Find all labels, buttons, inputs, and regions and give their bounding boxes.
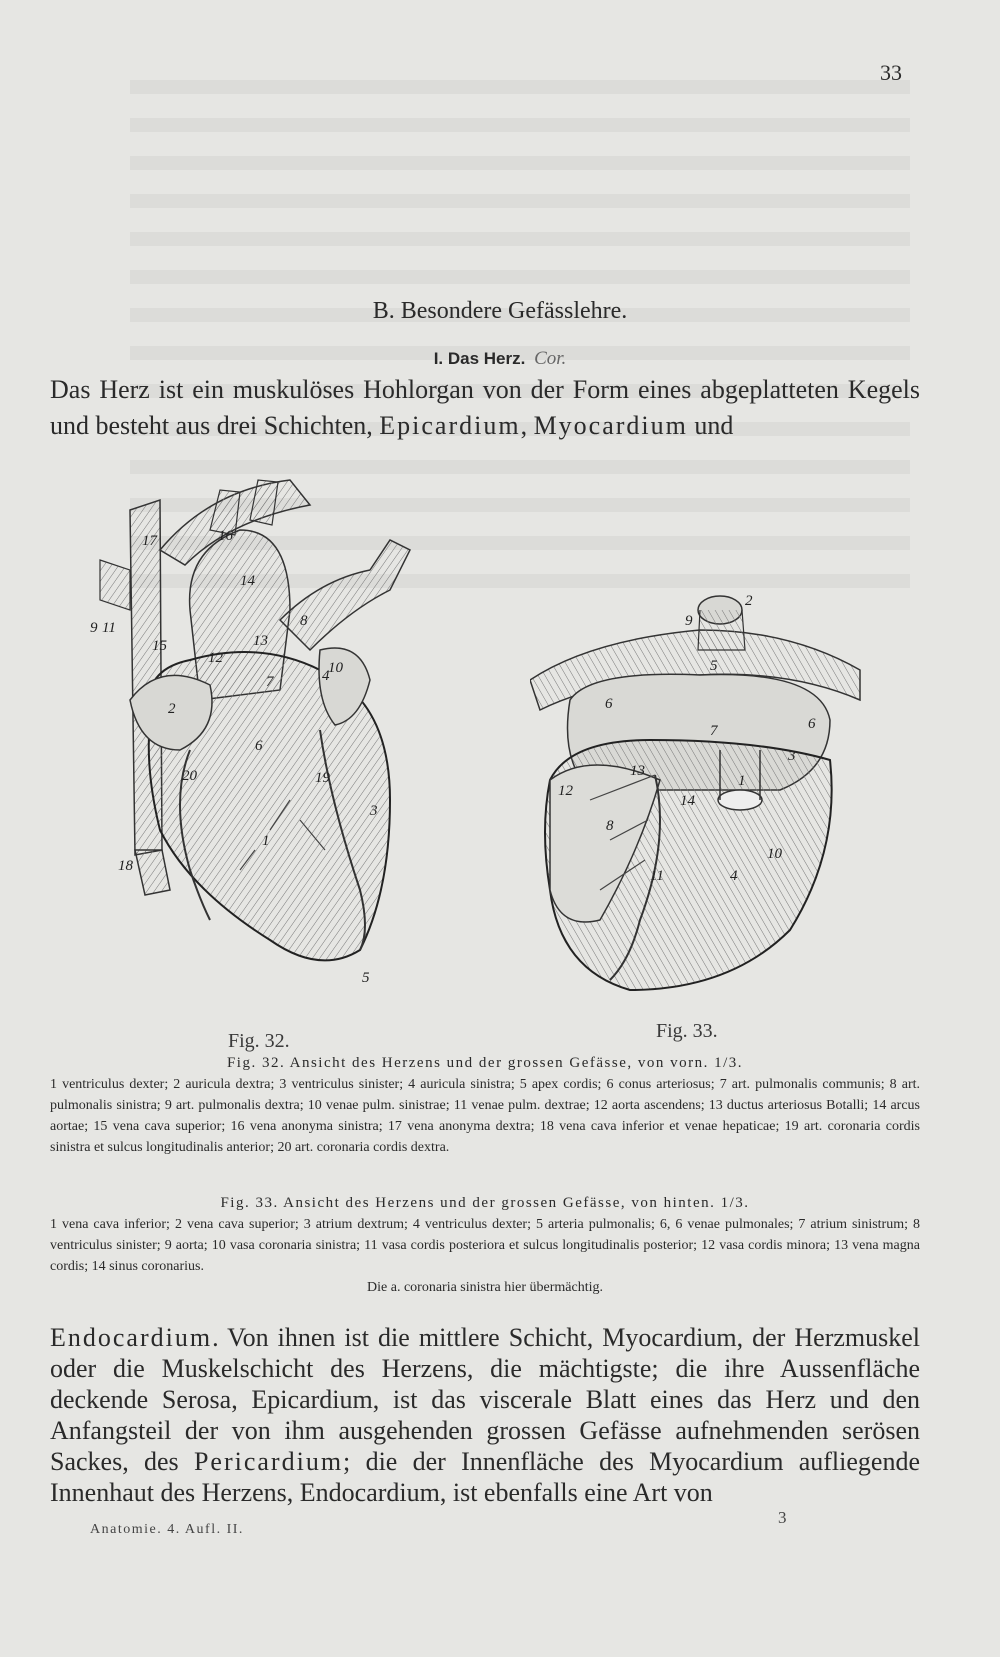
- subsection-latin: Cor.: [534, 348, 567, 369]
- body-top-tail: und: [687, 411, 734, 440]
- page-number: 33: [880, 60, 902, 85]
- body-top-sep: ,: [520, 411, 534, 440]
- caption-33-heading: Fig. 33. Ansicht des Herzens und der grossen Gefässe, von hinten. 1/3.: [220, 1195, 750, 1211]
- fig33-num-9: 9: [685, 613, 693, 629]
- figure-32-label: Fig. 32.: [228, 1030, 290, 1052]
- caption-33-text: 1 vena cava inferior; 2 vena cava superior; 3 atrium dextrum; 4 ventriculus dexter; 5 arteria pulmonalis; 6, 6 venae pulmonales; 7 atrium sinistrum; 8 ventriculus sinister; 9 aorta; 10 vasa coronaria sinistra; 11 vasa cordis posteriora et sulcus longitudinalis posterior; 12 vasa cordis minora; 13 vena magna cordis; 14 sinus coronarius.: [50, 1217, 920, 1274]
- fig32-num-14: 14: [240, 573, 255, 589]
- footer-sheet-number: 3: [778, 1508, 787, 1527]
- fig32-num-1: 1: [262, 833, 270, 849]
- fig32-num-9: 9: [90, 620, 98, 636]
- fig33-num-13: 13: [630, 763, 645, 779]
- fig33-num-8: 8: [606, 818, 614, 834]
- fig33-num-2: 2: [745, 593, 753, 609]
- subsection-title: [0, 348, 1000, 370]
- fig32-num-2: 2: [168, 701, 176, 717]
- footer-signature: Anatomie. 4. Aufl. II.: [90, 1522, 244, 1537]
- caption-fig-32: [50, 1053, 920, 1158]
- fig32-num-18: 18: [118, 858, 133, 874]
- figure-32-drawing: [90, 470, 450, 1010]
- caption-fig-33: [50, 1193, 920, 1298]
- fig32-num-20: 20: [182, 768, 197, 784]
- fig32-num-4: 4: [322, 668, 330, 684]
- fig33-num-3: 3: [788, 748, 796, 764]
- fig32-num-5: 5: [362, 970, 370, 986]
- fig32-num-16: 16: [218, 528, 233, 544]
- figure-33-label: Fig. 33.: [656, 1020, 718, 1042]
- fig33-num-4: 4: [730, 868, 738, 884]
- fig33-num-1: 1: [738, 773, 746, 789]
- body-paragraph-top: [50, 372, 920, 444]
- body-paragraph-bottom: [50, 1322, 920, 1508]
- fig32-num-10: 10: [328, 660, 343, 676]
- figure-33-drawing: [530, 590, 870, 1000]
- fig32-num-13: 13: [253, 633, 268, 649]
- fig33-num-7: 7: [710, 723, 718, 739]
- fig32-num-17: 17: [142, 533, 157, 549]
- fig33-num-6b: 6: [808, 716, 816, 732]
- figure-32-heart-front: [90, 470, 450, 1010]
- term-epicardium: Epicardium: [379, 411, 521, 440]
- caption-32-heading: Fig. 32. Ansicht des Herzens und der grossen Gefässe, von vorn. 1/3.: [226, 1055, 744, 1071]
- body-bottom-text-2: ; die der Innenfläche des Myocardium aufliegende Innenhaut des Herzens, Endocardium, ist ebenfalls eine Art von: [50, 1447, 920, 1507]
- caption-33-note: Die a. coronaria sinistra hier übermächtig.: [367, 1280, 603, 1295]
- fig32-num-12: 12: [208, 650, 223, 666]
- section-title: B. Besondere Gefässlehre.: [372, 298, 628, 324]
- fig32-num-11: 11: [102, 620, 116, 636]
- subsection-heading: I. Das Herz.: [433, 349, 526, 368]
- fig33-num-11: 11: [650, 868, 664, 884]
- fig33-num-12: 12: [558, 783, 573, 799]
- fig32-num-8: 8: [300, 613, 308, 629]
- fig33-num-10: 10: [767, 846, 782, 862]
- fig32-num-19: 19: [315, 770, 330, 786]
- fig32-num-3: 3: [370, 803, 378, 819]
- fig32-num-6: 6: [255, 738, 263, 754]
- fig33-num-5: 5: [710, 658, 718, 674]
- term-myocardium: Myocardium: [533, 411, 688, 440]
- body-top-text: Das Herz ist ein muskulöses Hohlorgan von der Form eines abgeplatteten Kegels und besteht aus drei Schichten,: [50, 375, 920, 440]
- figure-33-heart-back: [530, 590, 870, 1000]
- body-bottom-text-1: . Von ihnen ist die mittlere Schicht, Myocardium, der Herzmuskel oder die Muskelschicht des Herzens, die mächtigste; die ihre Aussenfläche deckende Serosa, Epicardium, ist das viscerale Blatt eines das Herz und den Anfangsteil der von ihm ausgehenden grossen Gefässe aufnehmenden serösen Sackes, des: [50, 1323, 920, 1476]
- caption-32-text: 1 ventriculus dexter; 2 auricula dextra; 3 ventriculus sinister; 4 auricula sinistra; 5 apex cordis; 6 conus arteriosus; 7 art. pulmonalis communis; 8 art. pulmonalis sinistra; 9 art. pulmonalis dextra; 10 venae pulm. sinistrae; 11 venae pulm. dextrae; 12 aorta ascendens; 13 ductus arteriosus Botalli; 14 arcus aortae; 15 vena cava superior; 16 vena anonyma sinistra; 17 vena anonyma dextra; 18 vena cava inferior et venae hepaticae; 19 art. coronaria cordis sinistra et sulcus longitudinalis anterior; 20 art. coronaria cordis dextra.: [50, 1077, 920, 1155]
- fig33-num-14: 14: [680, 793, 695, 809]
- term-pericardium: Pericardium: [193, 1447, 344, 1476]
- fig33-num-6a: 6: [605, 696, 613, 712]
- fig32-num-7: 7: [266, 674, 274, 690]
- term-endocardium: Endocardium: [50, 1323, 213, 1352]
- fig32-num-15: 15: [152, 638, 167, 654]
